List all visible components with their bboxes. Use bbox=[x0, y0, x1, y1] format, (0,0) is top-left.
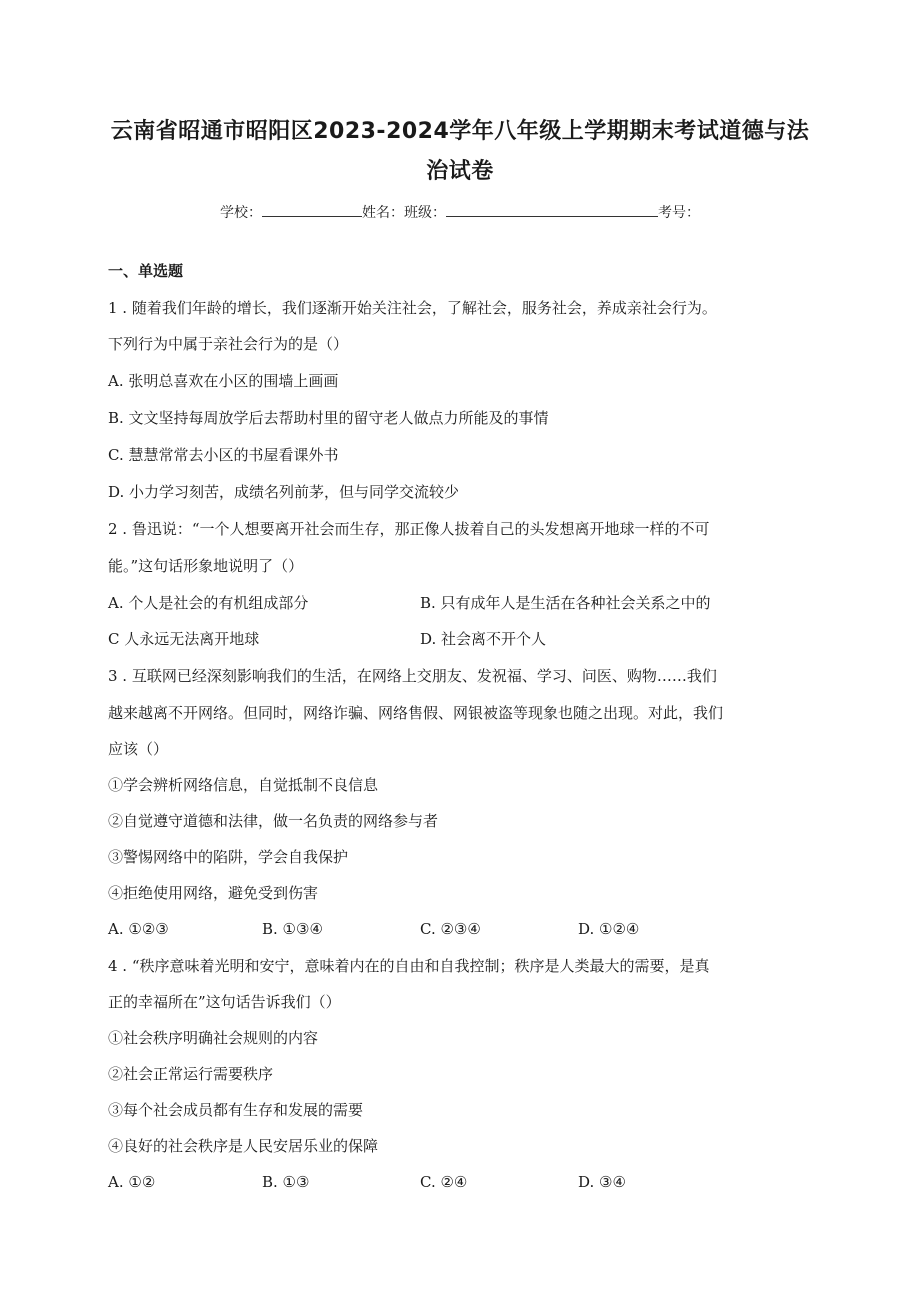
q3-option-a[interactable]: A. ①②③ bbox=[108, 920, 169, 938]
q1-stem-line2: 下列行为中属于亲社会行为的是（） bbox=[108, 335, 349, 353]
q3-option-c[interactable]: C. ②③④ bbox=[420, 920, 481, 938]
q4-statement-4: ④良好的社会秩序是人民安居乐业的保障 bbox=[108, 1137, 379, 1155]
page-title: 云南省昭通市昭阳区2023-2024学年八年级上学期期末考试道德与法治试卷 bbox=[110, 119, 810, 184]
q2-option-a[interactable]: A. 个人是社会的有机组成部分 bbox=[108, 594, 309, 612]
q4-option-a[interactable]: A. ①② bbox=[108, 1173, 156, 1191]
q4-option-b[interactable]: B. ①③ bbox=[262, 1173, 310, 1191]
q2-option-d[interactable]: D. 社会离不开个人 bbox=[420, 630, 547, 648]
q1-option-b[interactable]: B. 文文坚持每周放学后去帮助村里的留守老人做点力所能及的事情 bbox=[108, 409, 549, 427]
q4-statement-1: ①社会秩序明确社会规则的内容 bbox=[108, 1029, 319, 1047]
q4-stem-line2: 正的幸福所在”这句话告诉我们（） bbox=[108, 993, 341, 1011]
q1-option-d[interactable]: D. 小力学习刻苦，成绩名列前茅，但与同学交流较少 bbox=[108, 483, 460, 501]
q4-statement-2: ②社会正常运行需要秩序 bbox=[108, 1065, 274, 1083]
q1-option-a[interactable]: A. 张明总喜欢在小区的围墙上画画 bbox=[108, 372, 339, 390]
class-label: 班级： bbox=[404, 205, 446, 221]
q1-option-c[interactable]: C. 慧慧常常去小区的书屋看课外书 bbox=[108, 446, 339, 464]
q3-statement-1: ①学会辨析网络信息，自觉抵制不良信息 bbox=[108, 776, 379, 794]
name-label: 姓名： bbox=[362, 205, 404, 221]
q3-statement-3: ③警惕网络中的陷阱，学会自我保护 bbox=[108, 848, 349, 866]
q4-statement-3: ③每个社会成员都有生存和发展的需要 bbox=[108, 1101, 364, 1119]
q4-option-c[interactable]: C. ②④ bbox=[420, 1173, 468, 1191]
section-title: 一、单选题 bbox=[108, 262, 184, 280]
q3-option-b[interactable]: B. ①③④ bbox=[262, 920, 323, 938]
q4-option-d[interactable]: D. ③④ bbox=[578, 1173, 626, 1191]
q3-statement-2: ②自觉遵守道德和法律，做一名负责的网络参与者 bbox=[108, 812, 439, 830]
q2-stem-line2: 能。”这句话形象地说明了（） bbox=[108, 557, 304, 575]
school-label: 学校： bbox=[220, 205, 262, 221]
q2-option-c[interactable]: C 人永远无法离开地球 bbox=[108, 630, 260, 648]
q3-stem-line3: 应该（） bbox=[108, 740, 169, 758]
school-blank[interactable] bbox=[262, 200, 362, 217]
student-info-line bbox=[0, 200, 920, 224]
class-blank[interactable] bbox=[446, 200, 658, 217]
exam-no-label: 考号： bbox=[658, 205, 700, 221]
q2-stem-line1: 2 . 鲁迅说：“一个人想要离开社会而生存，那正像人拔着自己的头发想离开地球一样的不可 bbox=[108, 520, 710, 538]
q3-stem-line1: 3 . 互联网已经深刻影响我们的生活，在网络上交朋友、发祝福、学习、问医、购物……我们 bbox=[108, 667, 717, 685]
q4-stem-line1: 4 . “秩序意味着光明和安宁，意味着内在的自由和自我控制；秩序是人类最大的需要，是真 bbox=[108, 957, 710, 975]
q2-option-b[interactable]: B. 只有成年人是生活在各种社会关系之中的 bbox=[420, 594, 711, 612]
q3-statement-4: ④拒绝使用网络，避免受到伤害 bbox=[108, 884, 319, 902]
q3-stem-line2: 越来越离不开网络。但同时，网络诈骗、网络售假、网银被盗等现象也随之出现。对此，我们 bbox=[108, 704, 724, 722]
q3-option-d[interactable]: D. ①②④ bbox=[578, 920, 640, 938]
q1-stem-line1: 1 . 随着我们年龄的增长，我们逐渐开始关注社会，了解社会，服务社会，养成亲社会行为。 bbox=[108, 299, 717, 317]
